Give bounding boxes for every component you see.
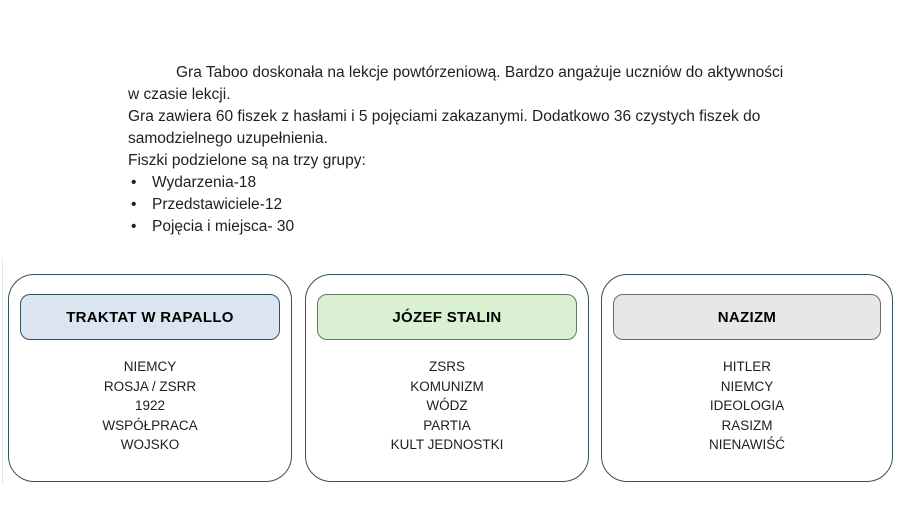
forbidden-word: WSPÓŁPRACA	[102, 417, 198, 433]
card-group-list	[128, 172, 788, 238]
flashcard-forbidden-words	[610, 357, 884, 455]
intro-paragraph-2: Gra zawiera 60 fiszek z hasłami i 5 pojęciami zakazanymi. Dodatkowo 36 czystych fiszek do samodzielnego uzupełnienia.	[128, 108, 761, 147]
flashcard-title: JÓZEF STALIN	[317, 294, 577, 340]
list-item-label: Pojęcia i miejsca- 30	[152, 218, 295, 235]
intro-paragraph-3: Fiszki podzielone są na trzy grupy:	[128, 152, 366, 169]
forbidden-word: NIENAWIŚĆ	[708, 437, 785, 452]
list-item	[128, 194, 788, 216]
flashcard-nazizm	[601, 274, 893, 482]
forbidden-word: WÓDZ	[426, 398, 468, 413]
list-item	[128, 216, 788, 238]
forbidden-word: HITLER	[722, 359, 771, 374]
forbidden-word: RASIZM	[721, 417, 773, 433]
forbidden-word: KOMUNIZM	[410, 378, 484, 394]
list-item-label: Przedstawiciele-12	[152, 196, 283, 213]
flashcard-row	[0, 274, 900, 486]
intro-text-block	[128, 62, 788, 238]
forbidden-word: NIEMCY	[720, 378, 774, 394]
forbidden-word: PARTIA	[423, 417, 471, 433]
forbidden-word: KULT JEDNOSTKI	[390, 437, 504, 452]
list-item	[128, 172, 788, 194]
flashcard-jozef-stalin	[305, 274, 589, 482]
bullet-icon: •	[131, 196, 137, 213]
flashcard-title: NAZIZM	[613, 294, 881, 340]
flashcard-forbidden-words	[17, 357, 283, 455]
list-item-label: Wydarzenia-18	[152, 174, 257, 191]
forbidden-word: 1922	[134, 398, 166, 413]
intro-paragraph-1: Gra Taboo doskonała na lekcje powtórzeniową. Bardzo angażuje uczniów do aktywności w czasie lekcji.	[128, 64, 784, 103]
forbidden-word: ROSJA / ZSRR	[103, 378, 197, 394]
bullet-icon: •	[131, 174, 137, 191]
forbidden-word: ZSRS	[428, 359, 465, 374]
bullet-icon: •	[131, 218, 137, 235]
forbidden-word: NIEMCY	[123, 359, 177, 374]
forbidden-word: IDEOLOGIA	[709, 398, 785, 413]
forbidden-word: WOJSKO	[120, 437, 180, 452]
flashcard-forbidden-words	[314, 357, 580, 455]
flashcard-traktat-w-rapallo	[8, 274, 292, 482]
flashcard-title: TRAKTAT W RAPALLO	[20, 294, 280, 340]
